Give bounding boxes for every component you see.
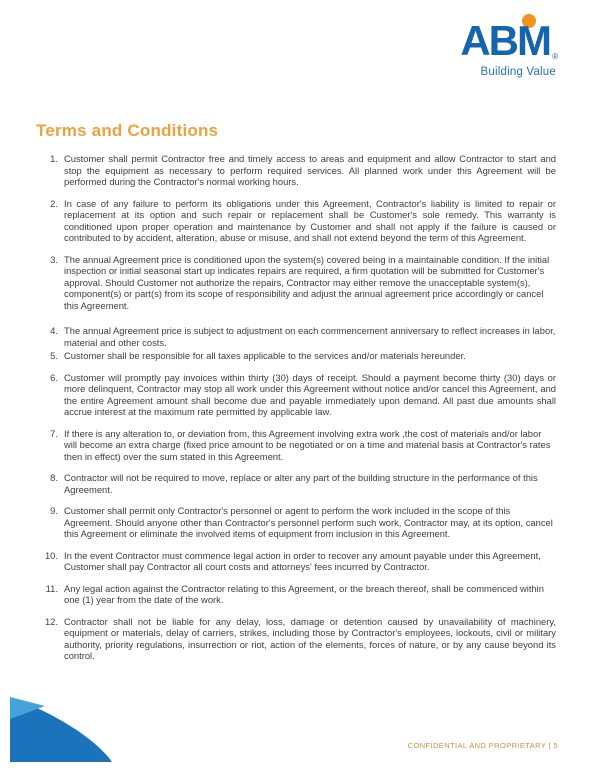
term-item [36, 198, 556, 244]
term-number: 1. [50, 153, 58, 164]
term-text: Customer shall be responsible for all taxes applicable to the services and/or materials hereunder. [64, 350, 466, 361]
term-text: Customer shall permit only Contractor's personnel or agent to perform the work included in the scope of this Agreement. Should anyone other than Contractor's personnel perform such work, Contractor may, at its option, cancel this Agreement or eliminate the involved items of equipment from inclusion in this Agreement. [64, 505, 553, 539]
term-text: Customer will promptly pay invoices within thirty (30) days of receipt. Should a payment become thirty (30) days or more delinquent, Contractor may stop all work under this Agreement without notice and/or cancel this Agreement, and the entire Agreement amount shall become due and payable immediately upon demand. All past due amounts shall accrue interest at the maximum rate permitted by applicable law. [64, 371, 556, 417]
term-number: 11. [45, 582, 58, 594]
term-item [36, 372, 556, 418]
term-text: In case of any failure to perform its obligations under this Agreement, Contractor's liability is limited to repair or replacement at its option and such repair or replacement shall be Customer's sole remedy. This warranty is conditioned upon proper operation and maintenance by Customer and shall not apply if the failure is caused or contributed to by accident, alteration, abuse or misuse, and shall not extend beyond the term of this Agreement. [64, 197, 556, 243]
term-number: 12. [44, 615, 58, 627]
term-item [36, 254, 556, 312]
term-text: If there is any alteration to, or deviation from, this Agreement involving extra work ,the cost of materials and/or labor will become an extra charge (fixed price amount to be negotiated or on a time and material basis at Contractor's rates then in effect) over the sum stated in this Agreement. [64, 427, 551, 462]
term-number: 3. [50, 253, 58, 265]
registered-trademark-icon: ® [552, 52, 558, 61]
term-text: In the event Contractor must commence legal action in order to recover any amount payable under this Agreement, Customer shall pay Contractor all court costs and attorneys' fees incurred by Contractor. [64, 549, 541, 572]
term-text: Contractor will not be required to move, replace or alter any part of the building structure in the performance of this Agreement. [64, 472, 538, 495]
term-item [36, 550, 556, 573]
terms-list [36, 153, 556, 672]
term-text: The annual Agreement price is conditioned upon the system(s) covered being in a maintainable condition. If the initial inspection or initial seasonal start up indicates repairs are required, a firm quotation will be submitted for Customer's approval. Should Customer not authorize the repairs, Contractor may either remove the unacceptable system(s), component(s) or part(s) from its scope of responsibility and adjust the annual agreement price accordingly or cancel this Agreement. [64, 253, 550, 311]
term-text: The annual Agreement price is subject to adjustment on each commencement anniversary to reflect increases in labor, material and other costs. [64, 325, 556, 348]
footer-confidentiality-label: CONFIDENTIAL AND PROPRIETARY | 5 [407, 741, 558, 750]
term-number: 8. [50, 472, 58, 483]
term-number: 2. [50, 197, 58, 209]
term-item [36, 325, 556, 348]
term-text: Contractor shall not be liable for any delay, loss, damage or detention caused by unavailability of machinery, equipment or materials, delay of carriers, strikes, including those by Contractor's employees, lockouts, civil or military authority, priority regulations, insurrection or riot, action of the elements, forces of nature, or by any cause beyond its control. [64, 615, 556, 661]
term-number: 6. [50, 371, 58, 383]
term-text: Any legal action against the Contractor relating to this Agreement, or the breach thereof, shall be commenced within one (1) year from the date of the work. [64, 582, 544, 605]
term-number: 9. [50, 505, 58, 516]
term-item [36, 350, 556, 362]
term-item [36, 616, 556, 662]
abm-logo [438, 12, 566, 82]
term-number: 4. [50, 325, 58, 336]
swoosh-graphic [8, 695, 114, 763]
term-number: 10. [44, 549, 58, 561]
term-item [36, 153, 556, 188]
logo-tagline: Building Value [480, 66, 556, 78]
term-number: 7. [50, 427, 58, 439]
term-item [36, 472, 556, 495]
term-item [36, 505, 556, 540]
term-number: 5. [50, 350, 58, 361]
logo-wordmark: ABM [460, 17, 550, 64]
page-title: Terms and Conditions [36, 121, 219, 140]
term-item [36, 583, 556, 606]
term-text: Customer shall permit Contractor free and timely access to areas and equipment and allow Contractor to start and stop the equipment as necessary to perform required services. All planned work under this Agreement will be performed during the Contractor's normal working hours. [64, 153, 556, 187]
term-item [36, 428, 556, 463]
